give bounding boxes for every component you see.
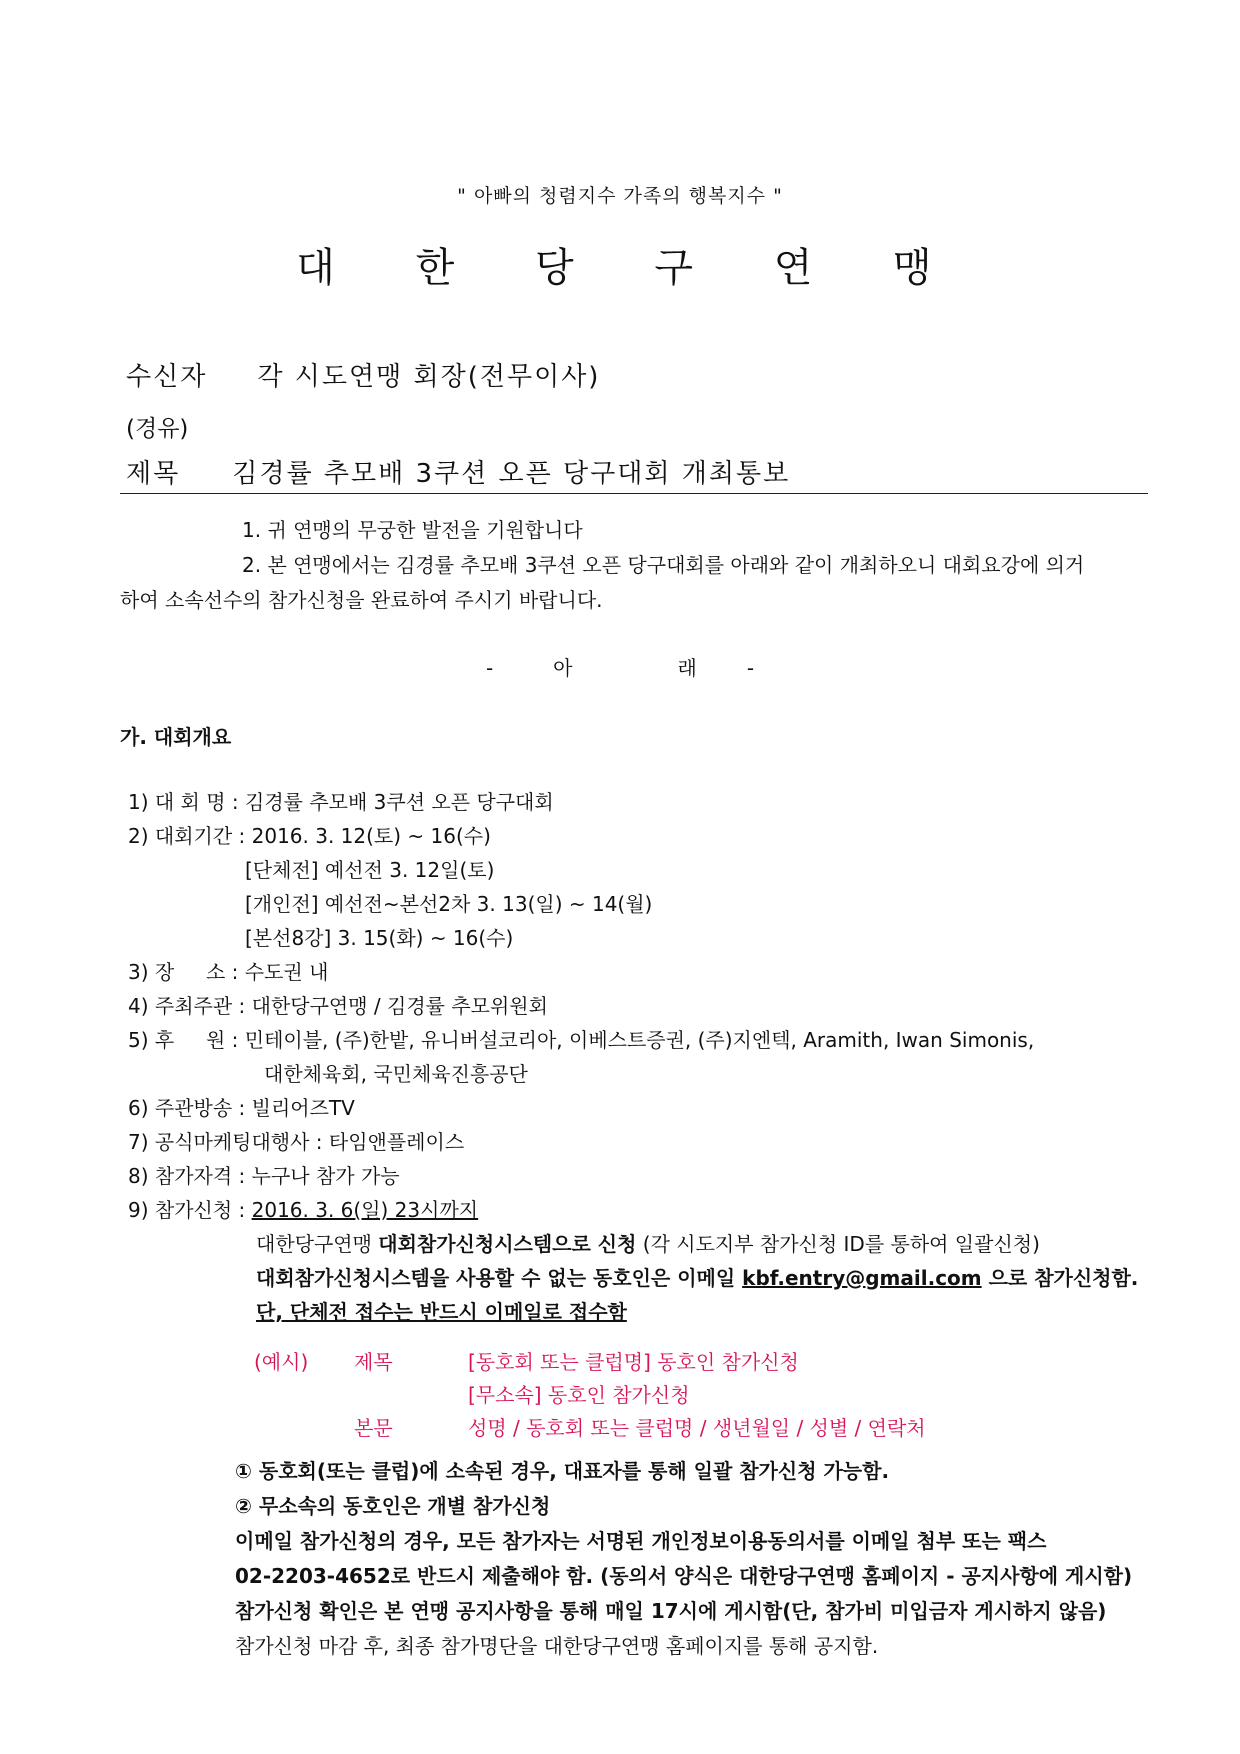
item-2-value: 2016. 3. 12(토) ~ 16(수) (251, 824, 491, 848)
item-8-label: 8) 참가자격 : (128, 1164, 252, 1188)
item-9-deadline: 2016. 3. 6(일) 23시까지 (251, 1198, 479, 1222)
item-9 (128, 1194, 478, 1223)
item-9-line3-a: 대회참가신청시스템을 사용할 수 없는 동호인은 이메일 (256, 1266, 743, 1290)
note-6: 참가신청 마감 후, 최종 참가명단을 대한당구연맹 홈페이지를 통해 공지함. (235, 1634, 879, 1658)
item-9-line3-c: 으로 참가신청함. (981, 1266, 1139, 1290)
example-body-line: 성명 / 동호회 또는 클럽명 / 생년월일 / 성별 / 연락처 (468, 1416, 926, 1440)
subject-label: 제목 (126, 459, 181, 489)
subject-value: 김경률 추모배 3쿠션 오픈 당구대회 개최통보 (232, 459, 791, 489)
organization-title: 대 한 당 구 연 맹 (296, 245, 966, 291)
subject-row (126, 453, 790, 490)
item-8-value: 누구나 참가 가능 (251, 1164, 400, 1188)
item-2 (128, 820, 491, 849)
note-4: 02-2203-4652로 반드시 제출해야 함. (동의서 양식은 대한당구연맹 홈페이지 - 공지사항에 게시함) (235, 1564, 1133, 1588)
item-4 (128, 990, 548, 1019)
example-body-label: 본문 (354, 1416, 393, 1440)
item-9-line2-system: 대회참가신청시스템으로 신청 (378, 1232, 637, 1256)
item-7-label: 7) 공식마케팅대행사 : (128, 1130, 329, 1154)
notice-char-2: 래 (677, 656, 697, 680)
item-1-value: 김경률 추모배 3쿠션 오픈 당구대회 (245, 790, 554, 814)
notice-dash-right: - (746, 656, 755, 680)
notice-heading (0, 652, 1240, 681)
notice-dash-left: - (485, 656, 494, 680)
item-8 (128, 1160, 400, 1189)
motto: " 아빠의 청렴지수 가족의 행복지수 " (457, 185, 783, 207)
item-7 (128, 1126, 464, 1155)
paragraph-2-line2: 하여 소속선수의 참가신청을 완료하여 주시기 바랍니다. (120, 588, 603, 612)
item-5-label: 5) 후 원 : (128, 1028, 245, 1052)
item-3 (128, 956, 328, 985)
note-1: ① 동호회(또는 클럽)에 소속된 경우, 대표자를 통해 일괄 참가신청 가능함. (235, 1459, 890, 1483)
header-divider (120, 493, 1148, 494)
paragraph-2-line1: 2. 본 연맹에서는 김경률 추모배 3쿠션 오픈 당구대회를 아래와 같이 개최하오니 대회요강에 의거 (242, 553, 1085, 577)
email-link[interactable]: kbf.entry@gmail.com (742, 1266, 982, 1290)
recipient-row (126, 356, 600, 393)
item-4-label: 4) 주최주관 : (128, 994, 252, 1018)
paragraph-1: 1. 귀 연맹의 무궁한 발전을 기원합니다 (242, 518, 583, 542)
item-2-sub-2: [개인전] 예선전~본선2차 3. 13(일) ~ 14(월) (245, 892, 653, 916)
note-3: 이메일 참가신청의 경우, 모든 참가자는 서명된 개인정보이용동의서를 이메일 첨부 또는 팩스 (235, 1529, 1047, 1553)
item-3-value: 수도권 내 (244, 960, 329, 984)
item-9-line2-a: 대한당구연맹 (256, 1232, 379, 1256)
item-2-label: 2) 대회기간 : (128, 824, 252, 848)
item-5-value: 민테이블, (주)한밭, 유니버설코리아, 이베스트증권, (주)지엔텍, Aramith, Iwan Simonis, (244, 1028, 1035, 1052)
item-9-line3 (256, 1262, 1138, 1291)
example-subject-label: 제목 (354, 1350, 393, 1374)
item-9-label: 9) 참가신청 : (128, 1198, 252, 1222)
item-4-value: 대한당구연맹 / 김경률 추모위원회 (251, 994, 548, 1018)
item-5-value-line2: 대한체육회, 국민체육진흥공단 (264, 1062, 528, 1086)
item-9-line2 (256, 1228, 1040, 1257)
section-title: 가. 대회개요 (120, 725, 232, 749)
item-1 (128, 786, 554, 815)
example-tag: (예시) (254, 1350, 309, 1374)
example-subject-line2: [무소속] 동호인 참가신청 (468, 1383, 690, 1407)
item-2-sub-3: [본선8강] 3. 15(화) ~ 16(수) (245, 926, 514, 950)
note-5: 참가신청 확인은 본 연맹 공지사항을 통해 매일 17시에 게시함(단, 참가비 미입금자 게시하지 않음) (235, 1599, 1107, 1623)
example-subject-line1: [동호회 또는 클럽명] 동호인 참가신청 (468, 1350, 799, 1374)
via-label: (경유) (126, 416, 189, 442)
item-1-label: 1) 대 회 명 : (128, 790, 246, 814)
recipient-value: 각 시도연맹 회장(전무이사) (257, 362, 601, 392)
item-9-line4: 단, 단체전 접수는 반드시 이메일로 접수함 (256, 1300, 627, 1324)
item-2-sub-1: [단체전] 예선전 3. 12일(토) (245, 858, 495, 882)
item-3-label: 3) 장 소 : (128, 960, 245, 984)
item-6 (128, 1092, 355, 1121)
recipient-label: 수신자 (126, 362, 208, 392)
item-6-value: 빌리어즈TV (251, 1096, 355, 1120)
item-5 (128, 1024, 1034, 1053)
notice-char-1: 아 (553, 656, 573, 680)
note-2: ② 무소속의 동호인은 개별 참가신청 (235, 1494, 551, 1518)
item-7-value: 타임앤플레이스 (328, 1130, 465, 1154)
item-9-line2-c: (각 시도지부 참가신청 ID를 통하여 일괄신청) (636, 1232, 1040, 1256)
item-6-label: 6) 주관방송 : (128, 1096, 252, 1120)
